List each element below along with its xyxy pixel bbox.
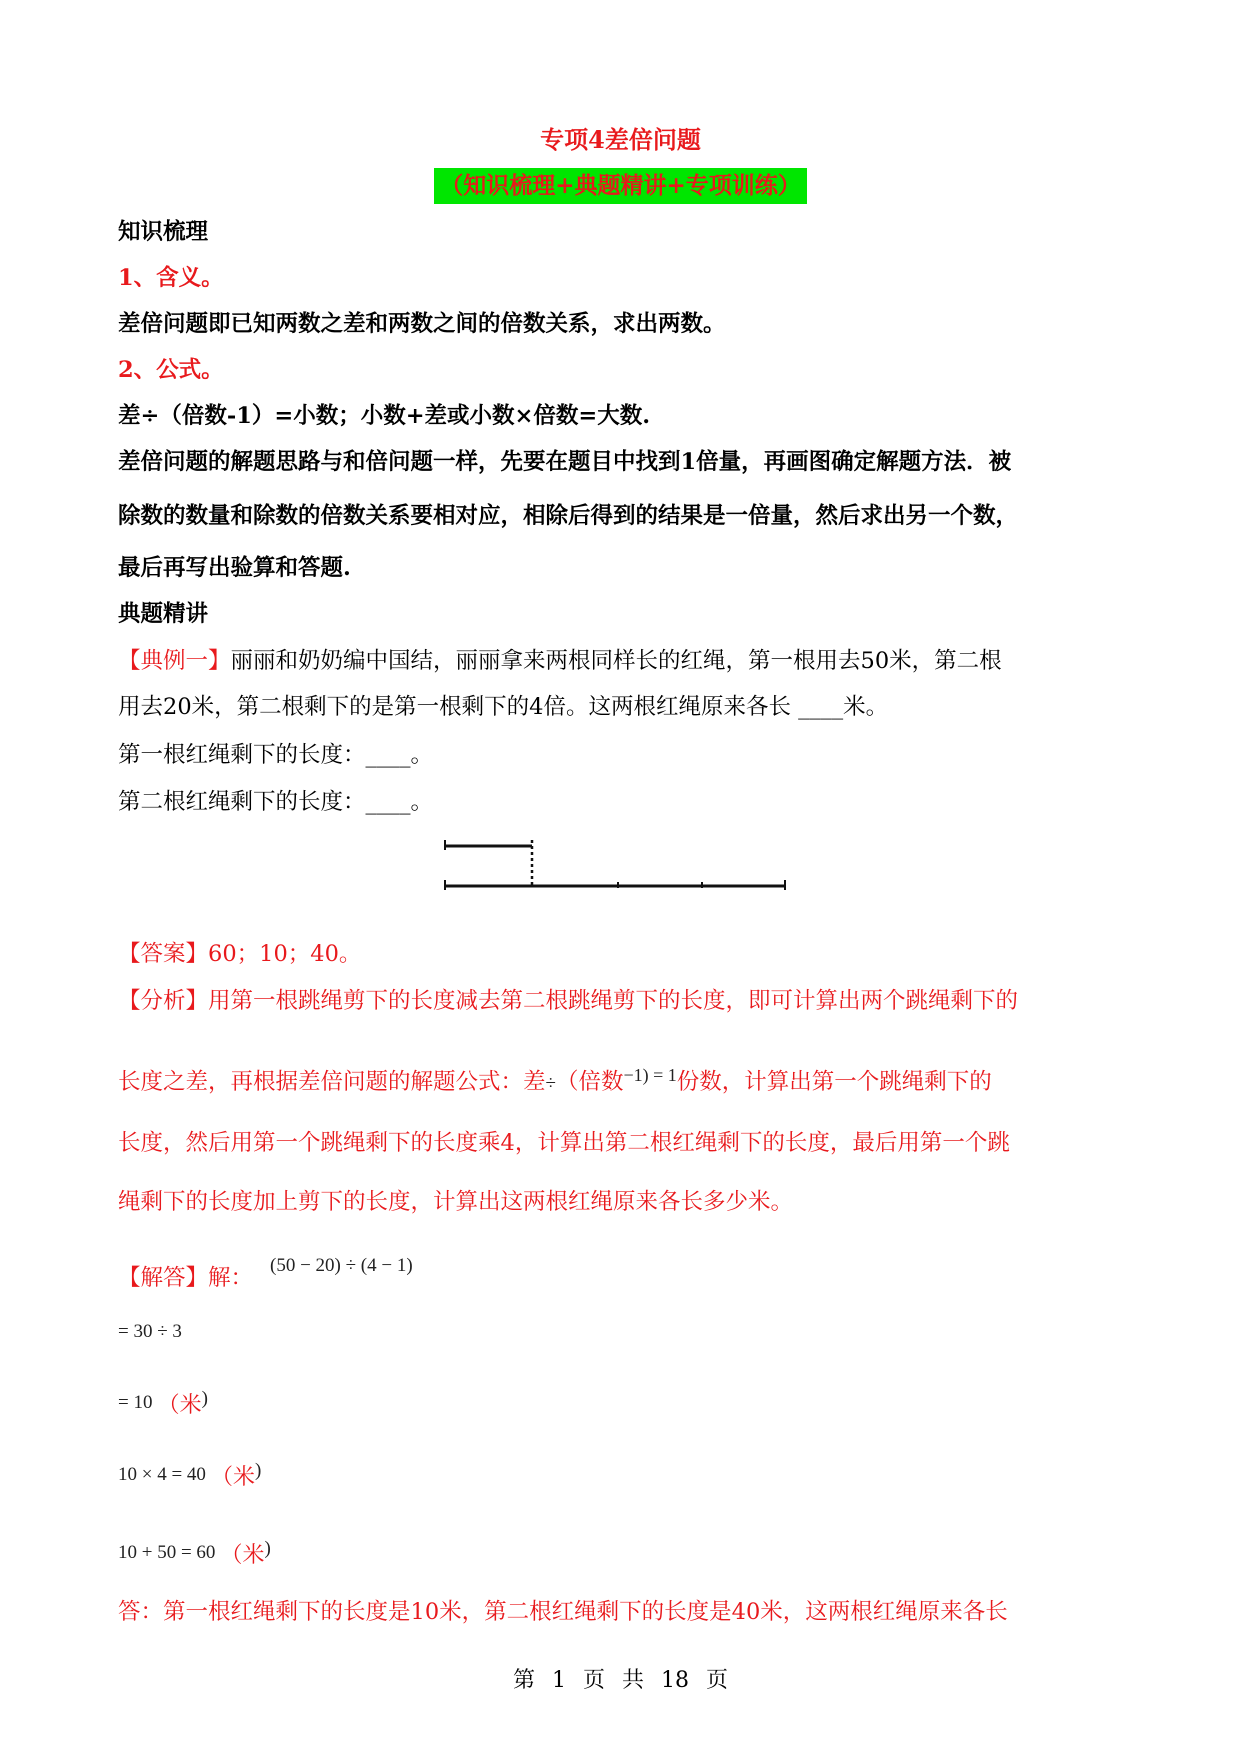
knowledge-heading: 知识梳理: [118, 219, 209, 245]
formula-text: 差÷（倍数-1）=小数；小数+差或小数×倍数=大数.: [118, 403, 651, 429]
analysis-text-2c: 份数，计算出第一个跳绳剩下的: [676, 1069, 992, 1095]
page-title: 专项4差倍问题: [540, 125, 701, 154]
meaning-text: 差倍问题即已知两数之差和两数之间的倍数关系，求出两数。: [118, 311, 726, 337]
segment-diagram: [440, 830, 790, 900]
analysis-text-2a: 长度之差，再根据差倍问题的解题公式：差: [118, 1069, 546, 1095]
step-4-close: ): [264, 1538, 271, 1559]
analysis-superscript: −1) = 1: [623, 1065, 677, 1085]
solution-step-1: = 30 ÷ 3: [118, 1321, 182, 1342]
analysis-line-1: [118, 985, 1018, 1017]
analysis-text-1: 用第一根跳绳剪下的长度减去第二根跳绳剪下的长度，即可计算出两个跳绳剩下的: [208, 988, 1019, 1014]
analysis-tag: 【分析】: [118, 988, 209, 1014]
step-3-unit: （米: [211, 1465, 256, 1490]
step-2-expression: = 10: [118, 1392, 153, 1413]
step-4-expression: 10 + 50 = 60: [118, 1542, 216, 1563]
division-symbol: ÷: [545, 1073, 556, 1094]
examples-heading: 典题精讲: [118, 601, 209, 627]
meaning-heading: 1、含义。: [118, 265, 224, 291]
solution-line: [118, 1262, 253, 1294]
analysis-line-2: [118, 1066, 992, 1100]
answer-tag: 【答案】: [118, 941, 209, 967]
subtitle-container: [0, 168, 1241, 204]
solution-step-3: [118, 1456, 262, 1490]
answer-text: 60；10；40。: [208, 941, 362, 967]
example-1-line-2: 用去20米，第二根剩下的是第一根剩下的4倍。这两根红绳原来各长 ____米。: [118, 694, 889, 720]
solution-step-2: [118, 1384, 208, 1418]
step-3-expression: 10 × 4 = 40: [118, 1464, 206, 1485]
page-number: 第 1 页 共 18 页: [513, 1668, 728, 1693]
example-1-text-1: 丽丽和奶奶编中国结，丽丽拿来两根同样长的红绳，第一根用去50米，第二根: [230, 648, 1002, 674]
solution-step-4: [118, 1534, 271, 1568]
example-1-line-1: [118, 645, 1002, 677]
method-line-2: 除数的数量和除数的倍数关系要相对应，相除后得到的结果是一倍量，然后求出另一个数，: [118, 503, 1019, 529]
step-2-close: ): [201, 1388, 208, 1409]
conclusion-line: 答：第一根红绳剩下的长度是10米，第二根红绳剩下的长度是40米，这两根红绳原来各长: [118, 1599, 1008, 1625]
step-2-unit: （米: [157, 1393, 202, 1418]
question-1: 第一根红绳剩下的长度：____。: [118, 742, 434, 768]
analysis-line-3: 长度，然后用第一个跳绳剩下的长度乘4，计算出第二根红绳剩下的长度，最后用第一个跳: [118, 1130, 1010, 1156]
step-4-unit: （米: [220, 1543, 265, 1568]
question-2: 第二根红绳剩下的长度：____。: [118, 789, 434, 815]
page-subtitle: （知识梳理+典题精讲+专项训练）: [434, 168, 807, 204]
analysis-line-4: 绳剩下的长度加上剪下的长度，计算出这两根红绳原来各长多少米。: [118, 1189, 794, 1215]
step-3-close: ): [255, 1460, 262, 1481]
method-line-1: 差倍问题的解题思路与和倍问题一样，先要在题目中找到1倍量，再画图确定解题方法．被: [118, 449, 1012, 475]
solution-tag: 【解答】: [118, 1265, 209, 1291]
example-tag: 【典例一】: [118, 648, 231, 674]
answer-line: [118, 938, 361, 970]
solution-expression: (50 − 20) ÷ (4 − 1): [270, 1255, 413, 1276]
formula-heading: 2、公式。: [118, 357, 224, 383]
analysis-text-2b: （倍数: [555, 1069, 624, 1095]
method-line-3: 最后再写出验算和答题.: [118, 555, 351, 581]
solution-prefix: 解：: [208, 1265, 254, 1291]
